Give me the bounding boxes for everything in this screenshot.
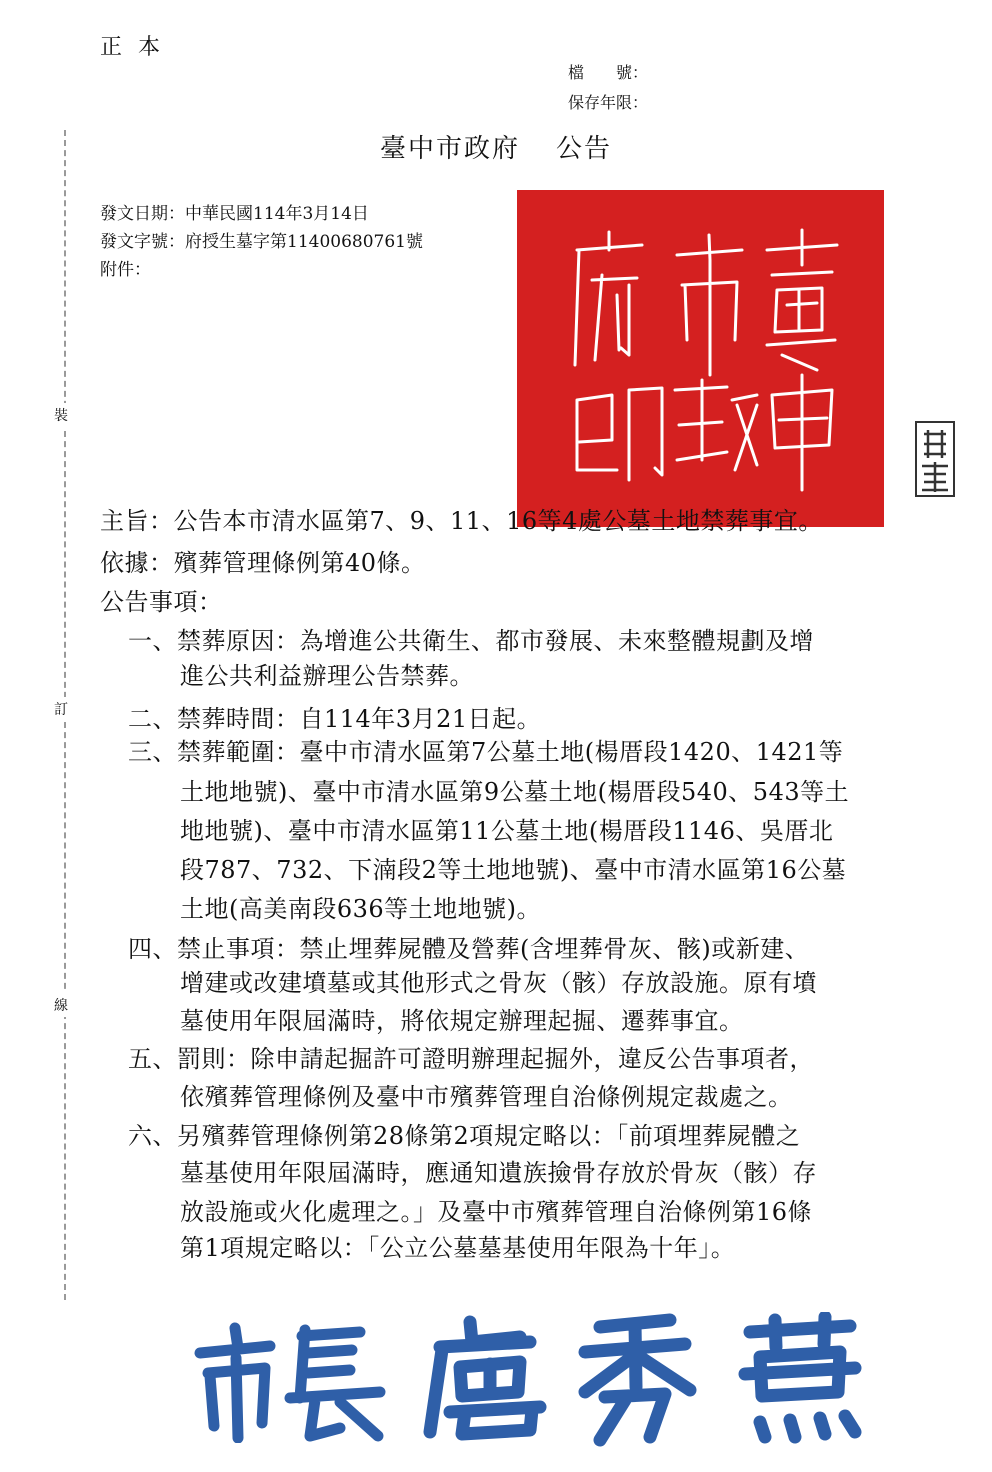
item-2-line-1: 二、禁葬時間：自114年3月21日起。 [128,705,542,733]
issue-number: 發文字號：府授生墓字第11400680761號 [100,232,423,252]
item-5-line-2: 依殯葬管理條例及臺中市殯葬管理自治條例規定裁處之。 [180,1083,793,1111]
binding-mark-line: 線 [54,993,68,1017]
signature-title-graphic [190,1318,390,1443]
basis-line: 依據：殯葬管理條例第40條。 [100,549,426,577]
items-heading: 公告事項： [100,588,223,616]
item-1-line-1: 一、禁葬原因：為增進公共衛生、都市發展、未來整體規劃及增 [128,627,814,655]
attachment-label: 附件： [100,260,151,280]
item-6-line-2: 墓基使用年限屆滿時，應通知遺族撿骨存放於骨灰（骸）存 [180,1159,817,1187]
copy-label: 正本 [100,35,177,60]
item-4-line-2: 增建或改建墳墓或其他形式之骨灰（骸）存放設施。原有墳 [180,969,817,997]
item-3-line-4: 段787、732、下湳段2等土地地號)、臺中市清水區第16公墓 [180,856,847,884]
item-3-line-5: 土地(高美南段636等土地地號)。 [180,895,542,923]
binding-mark-bind: 裝 [54,403,68,427]
document-type: 公告 [556,134,613,164]
signature-name-seal [400,1312,870,1447]
signature-title-seal [190,1318,390,1443]
item-3-line-2: 土地地號)、臺中市清水區第9公墓土地(楊厝段540、543等土 [180,778,850,806]
item-1-line-2: 進公共利益辦理公告禁葬。 [180,662,474,690]
item-4-line-1: 四、禁止事項：禁止埋葬屍體及營葬(含埋葬骨灰、骸)或新建、 [128,935,810,963]
official-seal-graphic [517,190,884,527]
issue-date: 發文日期：中華民國114年3月14日 [100,204,369,224]
receipt-stamp-graphic [914,420,956,498]
item-4-line-3: 墓使用年限屆滿時，將依規定辦理起掘、遷葬事宜。 [180,1007,744,1035]
file-number-label: 檔 號： [568,63,649,82]
official-seal [517,190,884,527]
item-5-line-1: 五、罰則：除申請起掘許可證明辦理起掘外，違反公告事項者， [128,1045,814,1073]
retention-period-label: 保存年限： [568,93,649,112]
subject-line: 主旨：公告本市清水區第7、9、11、16等4處公墓土地禁葬事宜。 [100,507,823,535]
issuing-organization: 臺中市政府 [379,134,520,164]
item-6-line-3: 放設施或火化處理之。」及臺中市殯葬管理自治條例第16條 [180,1198,813,1226]
receipt-stamp [914,420,956,498]
item-3-line-3: 地地號)、臺中市清水區第11公墓土地(楊厝段1146、吳厝北 [180,817,834,845]
document-title [0,128,992,165]
item-3-line-1: 三、禁葬範圍：臺中市清水區第7公墓土地(楊厝段1420、1421等 [128,738,844,766]
signature-name-graphic [400,1312,870,1447]
item-6-line-1: 六、另殯葬管理條例第28條第2項規定略以：「前項埋葬屍體之 [128,1122,801,1150]
binding-mark-staple: 訂 [54,697,68,721]
item-6-line-4: 第1項規定略以：「公立公墓墓基使用年限為十年」。 [180,1234,736,1262]
